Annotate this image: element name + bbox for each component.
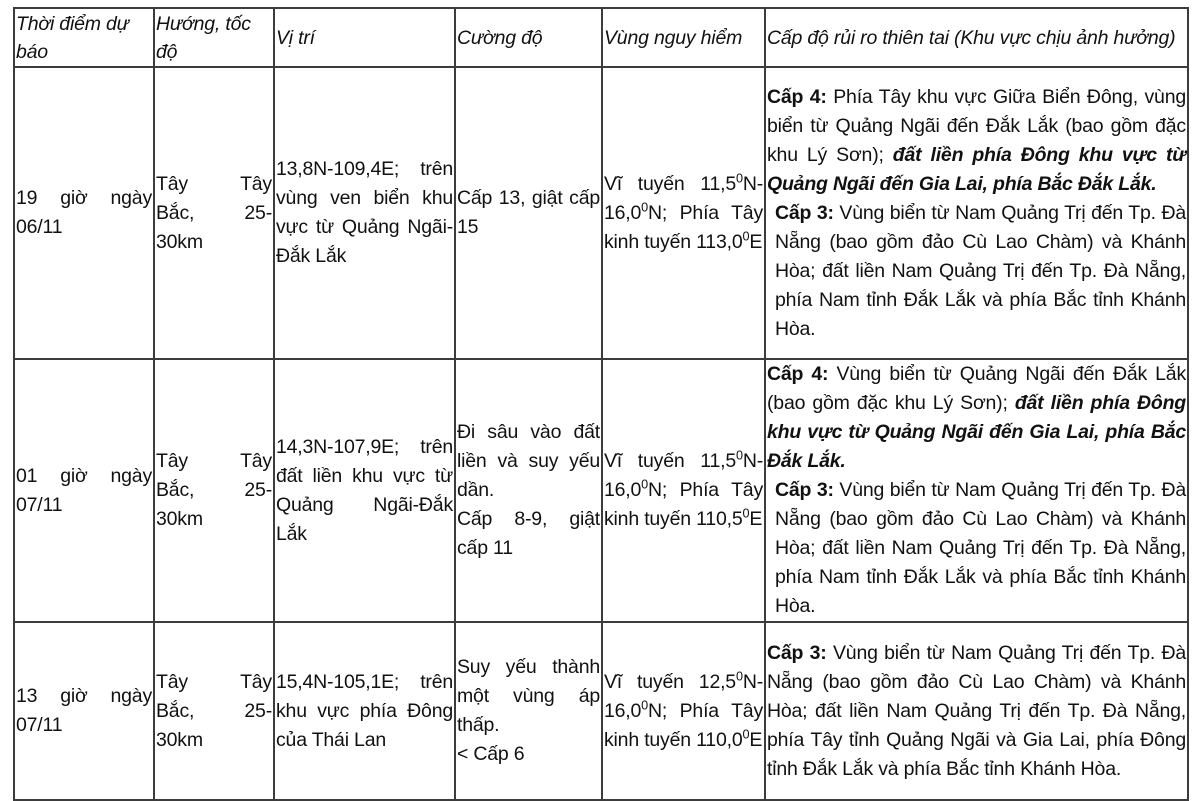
direction-word: Bắc, [156,201,195,224]
direction-speed-cell [154,67,274,359]
risk-level-cell [765,359,1188,622]
direction-word: Tây [240,172,272,195]
danger-zone-cell [602,622,765,800]
danger-zone-cell [602,359,765,622]
risk-emphasis: đất liền phía Đông khu vực từ Quảng Ngãi đến Gia Lai, phía Bắc Đắk Lắk. [767,143,1186,195]
degree-sup: 0 [641,200,648,214]
forecast-time: 19 giờ ngày 06/11 [16,187,152,238]
risk-level-label: Cấp 3: [775,479,834,501]
speed-value: 25- [244,479,272,501]
degree-sup: 0 [641,698,648,712]
table-row [14,359,1188,622]
risk-paragraph [767,360,1186,476]
direction-word: Tây [156,450,188,472]
risk-level-label: Cấp 3: [775,201,834,224]
danger-text: Vĩ tuyến 12,5 [604,670,736,693]
danger-text: N-16,0 [604,450,763,501]
position-text: 15,4N-105,1E; trên khu vực phía Đông của Thái Lan [276,670,453,751]
storm-forecast-table [13,7,1189,801]
degree-sup: 0 [742,727,750,741]
danger-text: E [749,728,763,751]
risk-text: Vùng biển từ Quảng Ngãi đến Đắk Lắk (bao gồm đặc khu Lý Sơn); [767,363,1187,414]
position-cell [274,622,455,800]
speed-value: 30km [156,230,203,253]
speed-value: 25- [244,201,272,224]
position-text: 14,3N-107,9E; trên đất liền khu vực từ Quảng Ngãi-Đắk Lắk [276,435,453,545]
intensity-level: Cấp 8-9, giật cấp 11 [457,508,600,559]
header-intensity: Cường độ [455,8,602,67]
direction-word: Tây [156,670,188,693]
intensity-text: Đi sâu vào đất liền và suy yếu dần. [457,421,600,501]
risk-paragraph [767,639,1186,784]
forecast-time-cell [14,622,154,800]
risk-level-cell [765,67,1188,359]
direction-word: Tây [240,450,272,472]
header-position: Vị trí [274,8,455,67]
table-row [14,67,1188,359]
risk-paragraph [767,199,1186,344]
risk-emphasis: đất liền phía Đông khu vực từ Quảng Ngãi đến Gia Lai, phía Bắc Đắk Lắk. [767,392,1186,472]
risk-paragraph [767,83,1186,199]
direction-word: Bắc, [156,479,195,501]
intensity-cell [455,622,602,800]
intensity-text: Suy yếu thành một vùng áp thấp. [457,656,600,736]
degree-sup: 0 [742,229,750,243]
degree-sup: 0 [735,669,743,683]
table-header-row [14,8,1188,67]
degree-sup: 0 [742,506,750,521]
risk-text: Vùng biển từ Nam Quảng Trị đến Tp. Đà Nẵng (bao gồm đảo Cù Lao Chàm) và Khánh Hòa; đất liền Nam Quảng Trị đến Tp. Đà Nẵng, phía Nam tỉnh Đắk Lắk và phía Bắc tỉnh Khánh Hòa. [775,201,1186,340]
forecast-time: 13 giờ ngày 07/11 [16,685,152,736]
danger-text: N-16,0 [604,172,763,224]
risk-level-label: Cấp 4: [767,85,827,108]
degree-sup: 0 [735,448,743,463]
speed-value: 25- [244,699,272,722]
risk-text: Vùng biển từ Nam Quảng Trị đến Tp. Đà Nẵng (bao gồm đảo Cù Lao Chàm) và Khánh Hòa; đất liền Nam Quảng Trị đến Tp. Đà Nẵng, phía Nam tỉnh Đắk Lắk và phía Bắc tỉnh Khánh Hòa. [775,479,1186,617]
table-row [14,622,1188,800]
danger-text: E [749,230,763,253]
risk-text: Phía Tây khu vực Giữa Biển Đông, vùng biển từ Quảng Ngãi đến Đắk Lắk (bao gồm đặc khu Lý Sơn); [767,85,1186,166]
intensity-text: Cấp 13, giật cấp 15 [457,187,600,238]
forecast-time-cell [14,67,154,359]
degree-sup: 0 [641,477,648,492]
intensity-cell [455,359,602,622]
direction-word: Tây [156,172,188,195]
direction-speed-cell [154,622,274,800]
intensity-cell [455,67,602,359]
danger-text: N; Phía Tây kinh tuyến 113,0 [604,201,763,253]
danger-text: N-16,0 [604,670,763,722]
forecast-time: 01 giờ ngày 07/11 [16,464,152,516]
speed-value: 30km [156,508,203,530]
danger-text: N; Phía Tây kinh tuyến 110,0 [604,699,763,751]
header-danger-zone: Vùng nguy hiểm [602,8,765,67]
risk-paragraph [767,476,1186,621]
position-cell [274,67,455,359]
danger-zone-cell [602,67,765,359]
danger-text: N; Phía Tây kinh tuyến 110,5 [604,479,763,530]
risk-text: Vùng biển từ Nam Quảng Trị đến Tp. Đà Nẵng (bao gồm đảo Cù Lao Chàm) và Khánh Hòa; đất liền Nam Quảng Trị đến Tp. Đà Nẵng, phía Tây tỉnh Quảng Ngãi và Gia Lai, phía Đông tỉnh Đắk Lắk và phía Bắc tỉnh Khánh Hòa. [767,641,1186,780]
direction-word: Bắc, [156,699,195,722]
position-text: 13,8N-109,4E; trên vùng ven biển khu vực từ Quảng Ngãi-Đắk Lắk [276,158,453,267]
header-risk-level: Cấp độ rủi ro thiên tai (Khu vực chịu ảnh hưởng) [765,8,1188,67]
intensity-level: < Cấp 6 [457,743,525,765]
position-cell [274,359,455,622]
header-forecast-time: Thời điểm dự báo [14,8,154,67]
speed-value: 30km [156,728,203,751]
direction-speed-cell [154,359,274,622]
risk-level-label: Cấp 3: [767,641,827,664]
forecast-time-cell [14,359,154,622]
danger-text: E [749,508,763,530]
direction-word: Tây [240,670,272,693]
degree-sup: 0 [735,171,743,185]
risk-level-cell [765,622,1188,800]
danger-text: Vĩ tuyến 11,5 [604,450,736,472]
risk-level-label: Cấp 4: [767,363,829,385]
danger-text: Vĩ tuyến 11,5 [604,172,736,195]
header-direction-speed: Hướng, tốc độ [154,8,274,67]
